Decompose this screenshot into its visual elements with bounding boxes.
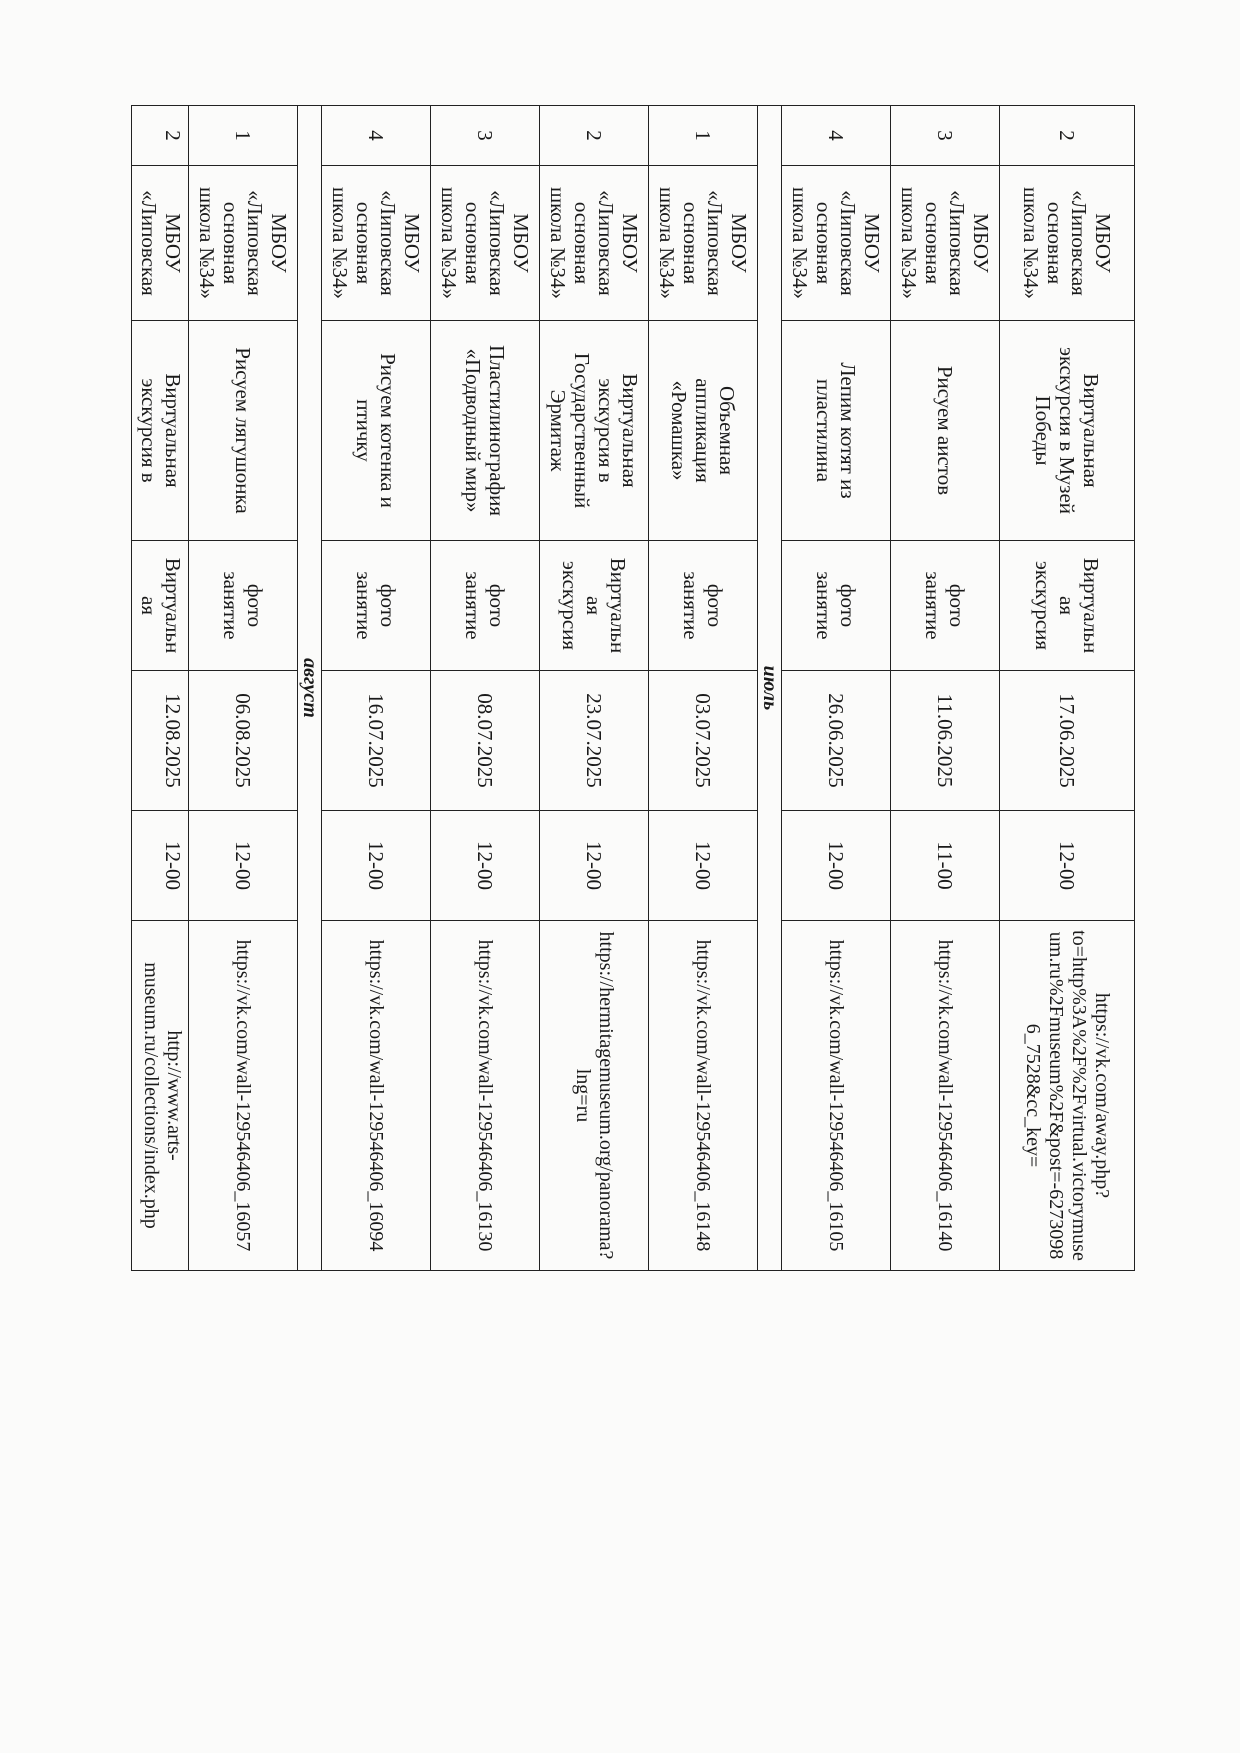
row-number: 2 xyxy=(540,106,649,166)
time-cell: 12-00 xyxy=(540,811,649,921)
event-title-cell: Рисуем аистов xyxy=(891,321,1000,541)
table-row xyxy=(322,106,431,1271)
date-cell: 26.06.2025 xyxy=(782,671,891,811)
date-cell: 12.08.2025 xyxy=(132,671,189,811)
organization-cell: МБОУ «Липовская основная школа №34» xyxy=(649,166,758,321)
event-title-cell: Виртуальная экскурсия в Музей Победы xyxy=(1000,321,1135,541)
organization-cell: МБОУ «Липовская основная школа №34» xyxy=(322,166,431,321)
event-form-cell: фото занятие xyxy=(322,541,431,671)
event-title-cell: Лепим котят из пластилина xyxy=(782,321,891,541)
time-cell: 12-00 xyxy=(782,811,891,921)
date-cell: 03.07.2025 xyxy=(649,671,758,811)
row-number: 2 xyxy=(1000,106,1135,166)
table-row xyxy=(540,106,649,1271)
month-header-row xyxy=(758,106,782,1271)
organization-cell: МБОУ «Липовская основная школа №34» xyxy=(1000,166,1135,321)
row-number: 1 xyxy=(649,106,758,166)
link-cell[interactable]: https://vk.com/wall-129546406_16094 xyxy=(322,921,431,1271)
time-cell: 12-00 xyxy=(1000,811,1135,921)
row-number: 3 xyxy=(891,106,1000,166)
event-form-cell: фото занятие xyxy=(891,541,1000,671)
organization-cell: МБОУ «Липовская основная школа №34» xyxy=(540,166,649,321)
event-title-cell: Рисуем котенка и птичку xyxy=(322,321,431,541)
row-number: 2 xyxy=(132,106,189,166)
organization-cell: МБОУ «Липовская основная школа №34» xyxy=(891,166,1000,321)
event-form-cell: Виртуальн ая экскурсия xyxy=(540,541,649,671)
link-cell[interactable]: https://vk.com/wall-129546406_16130 xyxy=(431,921,540,1271)
link-cell[interactable]: https://vk.com/wall-129546406_16148 xyxy=(649,921,758,1271)
table-row xyxy=(782,106,891,1271)
link-cell[interactable]: https://vk.com/wall-129546406_16140 xyxy=(891,921,1000,1271)
link-cell[interactable]: https://vk.com/wall-129546406_16057 xyxy=(189,921,298,1271)
time-cell: 12-00 xyxy=(189,811,298,921)
table-row xyxy=(891,106,1000,1271)
table-row xyxy=(132,106,189,1271)
event-form-cell: фото занятие xyxy=(782,541,891,671)
organization-cell: МБОУ «Липовская основная школа №34» xyxy=(782,166,891,321)
table-row xyxy=(431,106,540,1271)
date-cell: 11.06.2025 xyxy=(891,671,1000,811)
date-cell: 23.07.2025 xyxy=(540,671,649,811)
month-header-row xyxy=(298,106,322,1271)
event-title-cell: Пластилинография «Подводный мир» xyxy=(431,321,540,541)
time-cell: 11-00 xyxy=(891,811,1000,921)
event-form-cell: Виртуальн ая экскурсия xyxy=(1000,541,1135,671)
row-number: 4 xyxy=(782,106,891,166)
date-cell: 06.08.2025 xyxy=(189,671,298,811)
date-cell: 08.07.2025 xyxy=(431,671,540,811)
organization-cell: МБОУ «Липовская основная школа №34» xyxy=(431,166,540,321)
date-cell: 16.07.2025 xyxy=(322,671,431,811)
table-row xyxy=(189,106,298,1271)
row-number: 3 xyxy=(431,106,540,166)
row-number: 4 xyxy=(322,106,431,166)
event-title-cell: Объемная аппликация «Ромашка» xyxy=(649,321,758,541)
event-form-cell: фото занятие xyxy=(189,541,298,671)
organization-cell: МБОУ «Липовская основная школа №34» xyxy=(189,166,298,321)
organization-cell: МБОУ «Липовская xyxy=(132,166,189,321)
link-cell[interactable]: http://www.arts-museum.ru/collections/index.php xyxy=(132,921,189,1271)
time-cell: 12-00 xyxy=(132,811,189,921)
rotated-content xyxy=(95,105,1135,1270)
link-cell[interactable]: https://vk.com/away.php?to=http%3A%2F%2Fvirtual.victorymuseum.ru%2Fmuseum%2F&post=-62730986_7528&cc_key= xyxy=(1000,921,1135,1271)
table-row xyxy=(1000,106,1135,1271)
event-form-cell: фото занятие xyxy=(431,541,540,671)
month-label-august: август xyxy=(298,106,322,1271)
month-label-july: июль xyxy=(758,106,782,1271)
schedule-table xyxy=(131,105,1135,1271)
event-title-cell: Виртуальная экскурсия в Государственный Эрмитаж xyxy=(540,321,649,541)
time-cell: 12-00 xyxy=(649,811,758,921)
table-row xyxy=(649,106,758,1271)
time-cell: 12-00 xyxy=(431,811,540,921)
time-cell: 12-00 xyxy=(322,811,431,921)
event-title-cell: Виртуальная экскурсия в xyxy=(132,321,189,541)
date-cell: 17.06.2025 xyxy=(1000,671,1135,811)
link-cell[interactable]: https://vk.com/wall-129546406_16105 xyxy=(782,921,891,1271)
event-form-cell: Виртуальн ая xyxy=(132,541,189,671)
row-number: 1 xyxy=(189,106,298,166)
rotated-table-frame xyxy=(95,105,1135,1270)
event-form-cell: фото занятие xyxy=(649,541,758,671)
event-title-cell: Рисуем лягушонка xyxy=(189,321,298,541)
link-cell[interactable]: https://hermitagemuseum.org/panorama?lng=ru xyxy=(540,921,649,1271)
